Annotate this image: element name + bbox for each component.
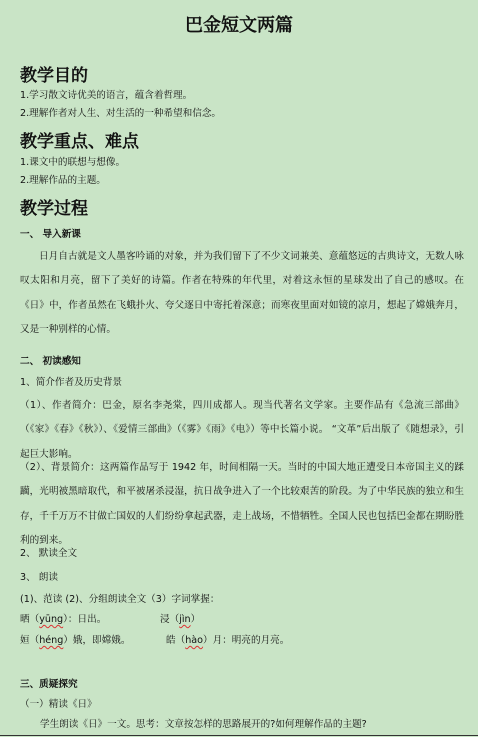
goals-heading: 教学目的	[20, 66, 88, 86]
goal-item-2: 2.理解作者对人生、对生活的一种希望和信念。	[20, 108, 222, 119]
keypoint-item-1: 1.课文中的联想与想像。	[20, 157, 126, 168]
keypoints-heading: 教学重点、难点	[20, 132, 139, 152]
section-1-paragraph: 日月自古就是文人墨客吟诵的对象，并为我们留下了不少文词兼美、意蕴悠远的古典诗文，无数人咏叹太阳和月亮，留下了美好的诗篇。作者在特殊的年代里，对着这永恒的星球发出了自己的感叹。在《日》中，作者虽然在飞蛾扑火、夸父逐日中寄托着深意；而寒夜里面对如镜的凉月，想起了嫦娥奔月，又是一种别样的心情。	[20, 251, 464, 335]
section-1-title: 一、 导入新课	[20, 229, 81, 240]
page-title: 巴金短文两篇	[185, 15, 293, 36]
vocab-line-2a	[20, 634, 131, 648]
section-3-paragraph: 学生朗读《日》一文。思考：文章按怎样的思路展开的?如何理解作品的主题?	[40, 719, 367, 730]
goal-item-1: 1.学习散文诗优美的语言，蕴含着哲理。	[20, 90, 193, 101]
vocab-word: 姮（	[20, 635, 40, 646]
vocab-word: 皓（	[166, 635, 186, 646]
vocab-line-1b	[160, 613, 200, 627]
section-2-sub-1: 1、简介作者及历史背景	[20, 377, 123, 388]
keypoint-item-2: 2.理解作品的主题。	[20, 175, 106, 186]
vocab-line-2b	[166, 634, 289, 648]
section-2-title: 二、 初读感知	[20, 356, 81, 367]
vocab-pinyin: hào	[185, 635, 204, 646]
process-heading: 教学过程	[20, 199, 88, 219]
section-2-sub-3: 3、 朗读	[20, 572, 58, 583]
reading-steps: (1)、范读 (2)、分组朗读全文（3）字词掌握：	[20, 594, 220, 605]
page-bottom-rule	[0, 735, 478, 736]
vocab-word: 浸（	[160, 614, 180, 625]
vocab-pinyin: jìn	[179, 614, 191, 625]
vocab-line-1a	[20, 613, 106, 627]
background-paragraph: （2）、背景简介：这两篇作品写于 1942 年，时间相隔一天。当时的中国大地正遭受日本帝国主义的蹂躏，光明被黑暗取代，和平被屠杀浸湿，抗日战争进入了一个比较艰苦的阶段。为了中华民族的独立和生存，千千万万不甘做亡国奴的人们纷纷拿起武器，走上战场，不惜牺牲。全国人民也包括巴金都在期盼胜利的到来。	[20, 462, 464, 546]
section-3-title: 三、质疑探究	[20, 679, 78, 690]
vocab-meaning: ）：日出。	[63, 614, 107, 625]
vocab-word: 晒（	[20, 614, 40, 625]
section-3-sub-1: （一）精读《日》	[20, 699, 97, 710]
vocab-meaning: ）娥，即嫦娥。	[63, 635, 131, 646]
vocab-meaning: ）	[190, 614, 201, 625]
section-2-sub-2: 2、 默读全文	[20, 548, 78, 559]
vocab-pinyin: yūng	[39, 614, 64, 625]
author-intro-paragraph: （1）、作者简介：巴金，原名李尧棠，四川成都人。现当代著名文学家。主要作品有《急流三部曲》（《家》《春》《秋》）、《爱情三部曲》（《雾》《雨》《电》）等中长篇小说。 “文革”后出版了《随想录》，引起巨大影响。	[20, 400, 464, 460]
vocab-pinyin: héng	[39, 635, 64, 646]
vocab-meaning: ）月：明亮的月亮。	[203, 635, 290, 646]
